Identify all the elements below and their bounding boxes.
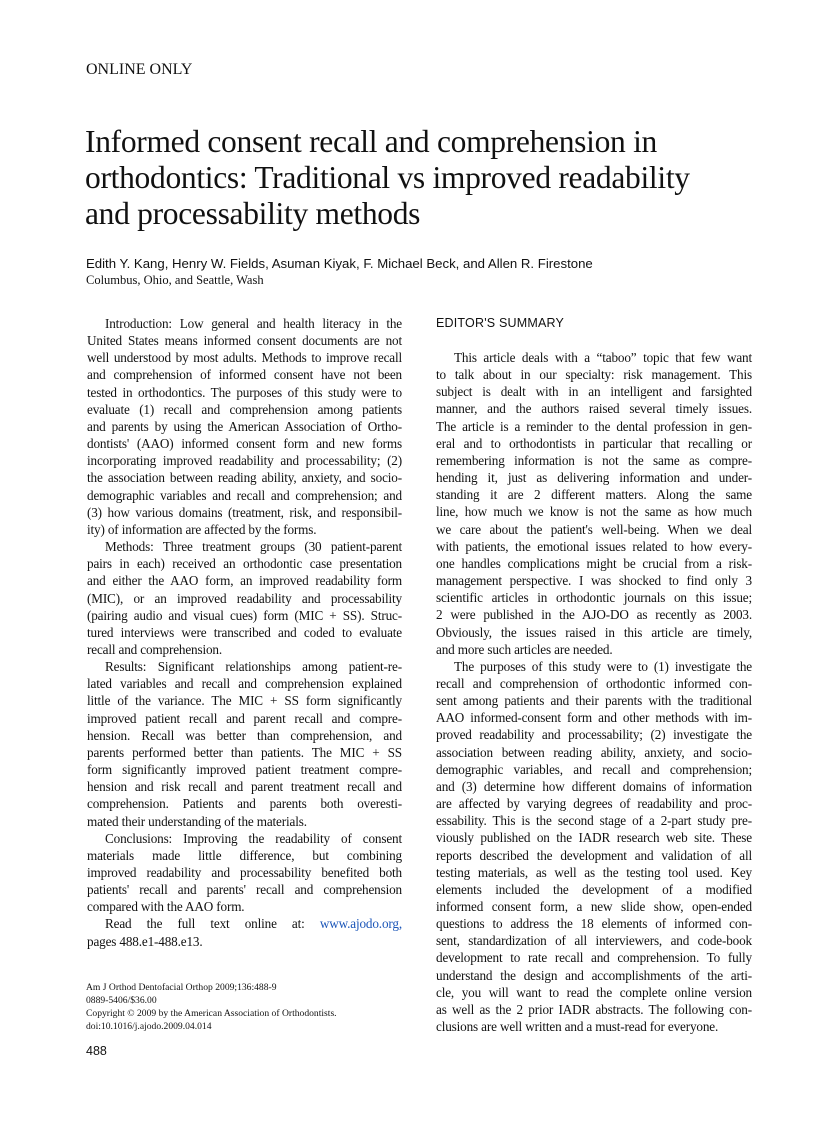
issn-line: 0889-5406/$36.00	[86, 995, 157, 1006]
summary-line: hending it, just as delivering information and under-	[436, 470, 752, 486]
abstract-line: demographic variables and recall and comprehension; and	[87, 487, 402, 503]
summary-line: reports described the development and validation of all	[436, 847, 752, 863]
title-line: and processability methods	[85, 196, 421, 231]
summary-line: Obviously, the issues raised in this article are timely,	[436, 624, 752, 640]
abstract-line: and comprehension of informed consent have not been	[87, 367, 402, 383]
abstract-line: form significantly improved patient treatment compre-	[87, 762, 402, 778]
abstract-line: tested in orthodontics. The purposes of this study were to	[87, 384, 402, 400]
summary-line: AAO informed-consent form and other methods with im-	[436, 710, 752, 726]
read-online-line	[87, 915, 402, 932]
abstract-line: (3) how various domains (treatment, risk, and responsibil-	[87, 504, 402, 520]
summary-line: management perspective. I was shocked to find only 3	[436, 573, 752, 589]
summary-line: are affected by varying degrees of readability and proc-	[436, 796, 752, 812]
summary-line: as well as the 2 prior IADR abstracts. The following con-	[436, 1001, 752, 1017]
abstract-line: mated their understanding of the materials.	[87, 813, 307, 829]
summary-line: sent among patients and their parents with the traditional	[436, 693, 752, 709]
title-line: Informed consent recall and comprehension in	[85, 124, 657, 159]
summary-line: testing materials, as well as the testing tool used. Key	[436, 864, 752, 880]
summary-line: informed consent form, a new slide show, open-ended	[436, 899, 752, 914]
abstract-line: United States means informed consent documents are not	[87, 333, 402, 349]
article-title	[85, 124, 690, 232]
abstract-line: improved readability and processability benefited both	[87, 865, 402, 880]
abstract-line: ity) of information are affected by the forms.	[87, 521, 317, 537]
copyright-line: Copyright © 2009 by the American Association of Orthodontists.	[86, 1008, 337, 1019]
summary-line: The purposes of this study were to (1) investigate the	[454, 658, 752, 674]
abstract-line: (MIC), or an improved readability and processability	[87, 590, 402, 606]
summary-line: subject is dealt with in an intelligent and farsighted	[436, 384, 752, 400]
summary-line: This article deals with a “taboo” topic that few want	[454, 350, 752, 365]
abstract-line: improved patient recall and parent recall and compre-	[87, 710, 402, 726]
summary-line: cle, you will want to read the complete online version	[436, 984, 752, 1000]
abstract-line: materials made little difference, but combining	[87, 847, 402, 863]
summary-line: line, how much we know is not the same as how much	[436, 504, 752, 520]
abstract-line: tured interviews were transcribed and coded to evaluate	[87, 624, 402, 640]
title-line: orthodontics: Traditional vs improved readability	[85, 160, 690, 195]
section-label: ONLINE ONLY	[86, 61, 193, 78]
summary-line: manner, and the authors raised several timely issues.	[436, 401, 752, 417]
page-number: 488	[86, 1044, 107, 1058]
summary-line: and more such articles are needed.	[436, 641, 613, 657]
summary-line: essability. This is the second stage of a 2-part study pre-	[436, 813, 752, 829]
summary-line: 2 were published in the AJO-DO as recently as 2003.	[436, 607, 752, 623]
summary-line: association between reading ability, anxiety, and socio-	[436, 744, 752, 760]
abstract-line: and parents by using the American Association of Ortho-	[87, 418, 402, 434]
summary-line: and (3) determine how different domains of information	[436, 778, 752, 794]
abstract-line: Methods: Three treatment groups (30 patient-parent	[105, 539, 402, 555]
journal-link[interactable]: www.ajodo.org,	[319, 916, 402, 932]
summary-line: development to rate recall and comprehension. To fully	[436, 950, 752, 966]
abstract-line: Conclusions: Improving the readability of consent	[105, 830, 402, 846]
summary-line: recall and comprehension of orthodontic informed con-	[436, 675, 752, 691]
abstract-line: (pairing audio and visual cues) form (MIC + SS). Struc-	[87, 607, 402, 623]
author-location: Columbus, Ohio, and Seattle, Wash	[86, 273, 264, 287]
abstract-line: hension. Recall was better than comprehension, and	[87, 727, 402, 743]
abstract-line: dontists' (AAO) informed consent form and new forms	[87, 436, 402, 452]
summary-line: with patients, the emotional issues related to how every-	[436, 538, 752, 554]
citation-line: Am J Orthod Dentofacial Orthop 2009;136:488-9	[86, 982, 277, 993]
summary-line: we care about the patient's well-being. When we deal	[436, 521, 752, 537]
summary-line: to talk about in our specialty: risk management. This	[436, 367, 752, 383]
summary-line: questions to address the 18 elements of informed con-	[436, 916, 752, 932]
summary-line: standing it are 2 different matters. Along the same	[436, 487, 752, 503]
abstract-column	[87, 315, 402, 950]
abstract-line: incorporating improved readability and processability; (2)	[87, 453, 402, 469]
doi-line: doi:10.1016/j.ajodo.2009.04.014	[86, 1021, 212, 1032]
abstract-line: hension and risk recall and parent treatment recall and	[87, 779, 402, 795]
abstract-line: Results: Significant relationships among patient-re-	[105, 659, 402, 675]
summary-line: demographic variables, and recall and comprehension;	[436, 761, 752, 777]
pages-line: pages 488.e1-488.e13.	[87, 933, 203, 949]
summary-line: clusions are well written and a must-read for everyone.	[436, 1019, 719, 1035]
citation-footer	[86, 981, 337, 1033]
abstract-line: parents performed better than patients. The MIC + SS	[87, 744, 402, 760]
summary-line: one handles complications might be crucial from a risk-	[436, 555, 752, 571]
summary-line: viously published on the IADR research web site. These	[436, 830, 752, 846]
summary-line: proved readability and processability; (2) investigate the	[436, 727, 752, 743]
editors-summary-heading: EDITOR'S SUMMARY	[436, 316, 565, 330]
author-list: Edith Y. Kang, Henry W. Fields, Asuman Kiyak, F. Michael Beck, and Allen R. Firestone	[86, 256, 593, 271]
abstract-line: Introduction: Low general and health literacy in the	[105, 316, 402, 331]
abstract-line: comprehension. Patients and parents both overesti-	[87, 796, 402, 812]
summary-line: scientific articles in orthodontic journals on this issue;	[436, 590, 752, 606]
abstract-line: evaluate (1) recall and comprehension among patients	[87, 401, 402, 417]
abstract-line: little of the variance. The MIC + SS form significantly	[87, 693, 402, 709]
summary-line: eral and to orthodontists in particular that recalling or	[436, 435, 752, 451]
editors-summary-column	[436, 349, 752, 1035]
abstract-line: the association between reading ability, anxiety, and socio-	[87, 470, 402, 486]
summary-line: elements included the development of a modified	[436, 881, 752, 897]
abstract-line: pairs in each) received an orthodontic case presentation	[87, 556, 402, 572]
abstract-line: well understood by most adults. Methods to improve recall	[87, 350, 402, 366]
abstract-line: recall and comprehension.	[87, 641, 223, 657]
summary-line: sent, standardization of all interviewers, and code-book	[436, 933, 752, 949]
abstract-line: lated variables and recall and comprehension explained	[87, 676, 402, 692]
summary-line: remembering information is not the same as compre-	[436, 452, 752, 468]
abstract-line: compared with the AAO form.	[87, 899, 245, 915]
summary-line: understand the design and accomplishments of the arti-	[436, 967, 752, 983]
read-online-text: Read the full text online at:	[105, 916, 320, 932]
abstract-line: patients' recall and parents' recall and comprehension	[87, 882, 402, 898]
abstract-line: and either the AAO form, an improved readability form	[87, 573, 402, 589]
summary-line: The article is a reminder to the dental profession in gen-	[436, 418, 752, 434]
